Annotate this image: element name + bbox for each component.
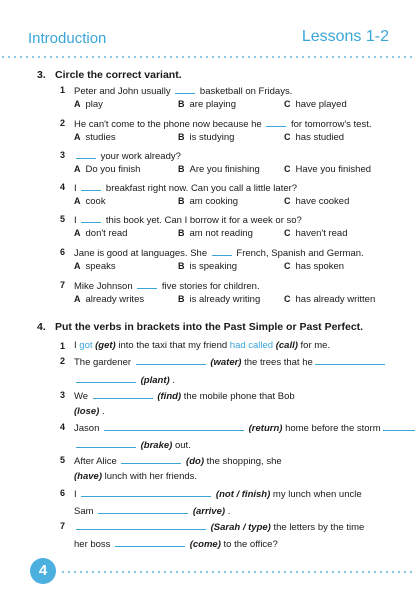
sample-answer: got xyxy=(79,340,93,351)
question-number: 7 xyxy=(60,521,66,531)
option-a[interactable] xyxy=(74,294,144,305)
verb-hint: (return) xyxy=(246,423,286,434)
question-text: Jane is good at languages. She xyxy=(74,248,210,259)
option-letter: C xyxy=(284,294,291,304)
question-line xyxy=(74,471,197,483)
verb-hint: (come) xyxy=(187,539,224,550)
verb-hint: (brake) xyxy=(138,440,175,451)
question-text: Mike Johnson xyxy=(74,281,136,292)
verb-hint: (Sarah / type) xyxy=(208,522,274,533)
option-text: Are you finishing xyxy=(189,164,260,175)
question-number: 7 xyxy=(60,280,66,290)
question-number: 5 xyxy=(60,214,66,224)
question-line xyxy=(60,520,365,534)
verb-hint: (water) xyxy=(207,357,245,368)
option-c[interactable] xyxy=(284,132,344,143)
option-letter: A xyxy=(74,99,81,109)
answer-blank[interactable] xyxy=(115,537,185,547)
question-text: . xyxy=(172,375,175,386)
option-letter: A xyxy=(74,228,81,238)
option-c[interactable] xyxy=(284,261,344,272)
option-text: already writes xyxy=(85,294,145,305)
sample-answer: had called xyxy=(229,340,274,351)
question-text: lunch with her friends. xyxy=(104,471,198,482)
question-text: home before the storm xyxy=(285,423,381,434)
option-text: have played xyxy=(295,99,347,110)
question-text: I xyxy=(74,489,80,500)
question-line xyxy=(60,149,181,163)
option-b[interactable] xyxy=(178,261,237,272)
option-c[interactable] xyxy=(284,228,348,239)
answer-blank[interactable] xyxy=(315,355,385,365)
option-text: haven't read xyxy=(295,228,348,239)
question-text: . xyxy=(101,406,105,417)
option-a[interactable] xyxy=(74,164,140,175)
question-number: 6 xyxy=(60,488,66,498)
question-line xyxy=(60,181,298,195)
question-line xyxy=(60,117,372,131)
option-text: play xyxy=(85,99,103,110)
question-text: to the office? xyxy=(223,539,278,550)
question-number: 4 xyxy=(60,422,66,432)
option-b[interactable] xyxy=(178,164,260,175)
option-c[interactable] xyxy=(284,164,371,175)
option-text: cook xyxy=(85,196,106,207)
question-text: my lunch when uncle xyxy=(272,489,362,500)
option-text: am not reading xyxy=(189,228,253,239)
question-text: basketball on Fridays. xyxy=(197,86,293,97)
verb-hint: (have) xyxy=(74,471,105,482)
question-text: French, Spanish and German. xyxy=(233,248,364,259)
answer-blank[interactable] xyxy=(76,373,136,383)
option-letter: B xyxy=(178,196,185,206)
question-text: He can't come to the phone now because he xyxy=(74,119,265,130)
question-line xyxy=(60,340,331,352)
option-text: Have you finished xyxy=(295,164,372,175)
option-a[interactable] xyxy=(74,228,127,239)
exercise-3-title: 3. Circle the correct variant. xyxy=(37,69,182,81)
option-b[interactable] xyxy=(178,99,236,110)
option-text: Do you finish xyxy=(85,164,141,175)
option-c[interactable] xyxy=(284,294,375,305)
answer-blank[interactable] xyxy=(81,213,101,223)
question-text: Jason xyxy=(74,423,102,434)
option-letter: A xyxy=(74,294,81,304)
option-letter: C xyxy=(284,228,291,238)
question-line xyxy=(60,246,364,260)
option-text: am cooking xyxy=(189,196,239,207)
question-text: Sam xyxy=(74,506,97,517)
question-text: . xyxy=(227,506,231,517)
question-text: for me. xyxy=(300,340,331,351)
question-text: the mobile phone that Bob xyxy=(183,391,295,402)
lessons-label: Lessons 1-2 xyxy=(301,28,389,45)
question-number: 4 xyxy=(60,182,66,192)
verb-hint: (get) xyxy=(92,340,119,351)
answer-blank[interactable] xyxy=(266,117,286,127)
answer-blank[interactable] xyxy=(121,454,181,464)
question-number: 6 xyxy=(60,247,66,257)
answer-blank[interactable] xyxy=(76,438,136,448)
question-number: 1 xyxy=(60,341,66,351)
question-line xyxy=(60,279,260,293)
question-line xyxy=(74,373,175,387)
bottom-dotted-divider xyxy=(60,570,415,574)
verb-hint: (call) xyxy=(273,340,301,351)
option-letter: B xyxy=(178,261,185,271)
question-text: We xyxy=(74,391,91,402)
option-text: is speaking xyxy=(189,261,238,272)
question-text: I xyxy=(74,183,80,194)
question-text: the letters by the time xyxy=(273,522,365,533)
option-letter: A xyxy=(74,132,81,142)
option-letter: B xyxy=(178,164,185,174)
answer-blank[interactable] xyxy=(76,520,206,530)
question-text: her boss xyxy=(74,539,114,550)
question-text: five stories for children. xyxy=(159,281,260,292)
option-letter: A xyxy=(74,196,81,206)
question-text: After Alice xyxy=(74,456,120,467)
question-line xyxy=(74,537,278,551)
option-letter: B xyxy=(178,132,185,142)
option-text: speaks xyxy=(85,261,116,272)
question-number: 3 xyxy=(60,150,66,160)
option-a[interactable] xyxy=(74,261,116,272)
question-text: for tomorrow's test. xyxy=(288,119,372,130)
question-number: 1 xyxy=(60,85,66,95)
answer-blank[interactable] xyxy=(104,421,244,431)
verb-hint: (find) xyxy=(154,391,184,402)
question-text: this book yet. Can I borrow it for a week or so? xyxy=(103,215,302,226)
question-line xyxy=(60,355,387,369)
option-text: is studying xyxy=(189,132,235,143)
question-line xyxy=(74,406,105,418)
question-text: The gardener xyxy=(74,357,134,368)
answer-blank[interactable] xyxy=(93,389,153,399)
option-text: don't read xyxy=(85,228,128,239)
question-number: 3 xyxy=(60,390,66,400)
option-c[interactable] xyxy=(284,99,347,110)
option-text: are playing xyxy=(189,99,236,110)
question-text: Peter and John usually xyxy=(74,86,174,97)
question-line xyxy=(74,504,230,518)
option-letter: C xyxy=(284,99,291,109)
top-dotted-divider xyxy=(0,55,415,59)
option-text: studies xyxy=(85,132,116,143)
option-letter: A xyxy=(74,164,81,174)
option-letter: C xyxy=(284,132,291,142)
question-line xyxy=(60,421,415,435)
option-letter: B xyxy=(178,228,185,238)
question-number: 5 xyxy=(60,455,66,465)
option-text: is already writing xyxy=(189,294,261,305)
answer-blank[interactable] xyxy=(137,279,157,289)
option-letter: B xyxy=(178,294,185,304)
option-letter: C xyxy=(284,196,291,206)
answer-blank[interactable] xyxy=(136,355,206,365)
question-text: out. xyxy=(174,440,191,451)
question-line xyxy=(60,454,282,468)
question-line xyxy=(60,213,302,227)
option-b[interactable] xyxy=(178,294,260,305)
question-text: the trees that he xyxy=(244,357,313,368)
answer-blank[interactable] xyxy=(81,181,101,191)
option-b[interactable] xyxy=(178,228,253,239)
question-text: breakfast right now. Can you call a little later? xyxy=(103,183,298,194)
section-title: Introduction xyxy=(28,30,107,47)
option-letter: A xyxy=(74,261,81,271)
question-text: your work already? xyxy=(98,151,181,162)
answer-blank[interactable] xyxy=(81,487,211,497)
option-a[interactable] xyxy=(74,196,106,207)
option-text: has studied xyxy=(295,132,345,143)
question-line xyxy=(60,487,366,501)
verb-hint: (arrive) xyxy=(190,506,228,517)
option-text: have cooked xyxy=(295,196,350,207)
option-b[interactable] xyxy=(178,196,238,207)
option-letter: B xyxy=(178,99,185,109)
option-letter: C xyxy=(284,164,291,174)
option-a[interactable] xyxy=(74,99,103,110)
exercise-4-title: 4. Put the verbs in brackets into the Past Simple or Past Perfect. xyxy=(37,321,364,333)
option-a[interactable] xyxy=(74,132,116,143)
question-text: I xyxy=(74,215,80,226)
question-number: 2 xyxy=(60,356,66,366)
answer-blank[interactable] xyxy=(76,149,96,159)
option-letter: C xyxy=(284,261,291,271)
verb-hint: (not / finish) xyxy=(213,489,273,500)
question-text: into the taxi that my friend xyxy=(118,340,230,351)
page-number-badge: 4 xyxy=(30,558,56,584)
option-b[interactable] xyxy=(178,132,234,143)
answer-blank[interactable] xyxy=(175,84,195,94)
verb-hint: (do) xyxy=(183,456,207,467)
verb-hint: (plant) xyxy=(138,375,173,386)
option-c[interactable] xyxy=(284,196,349,207)
answer-blank[interactable] xyxy=(383,421,415,431)
page-header xyxy=(0,0,415,60)
question-line xyxy=(60,84,293,98)
question-number: 2 xyxy=(60,118,66,128)
question-text: I xyxy=(74,340,80,351)
answer-blank[interactable] xyxy=(98,504,188,514)
question-line xyxy=(74,438,191,452)
question-line xyxy=(60,389,295,403)
answer-blank[interactable] xyxy=(212,246,232,256)
option-text: has spoken xyxy=(295,261,345,272)
verb-hint: (lose) xyxy=(74,406,102,417)
question-text: the shopping, she xyxy=(206,456,282,467)
option-text: has already written xyxy=(295,294,376,305)
